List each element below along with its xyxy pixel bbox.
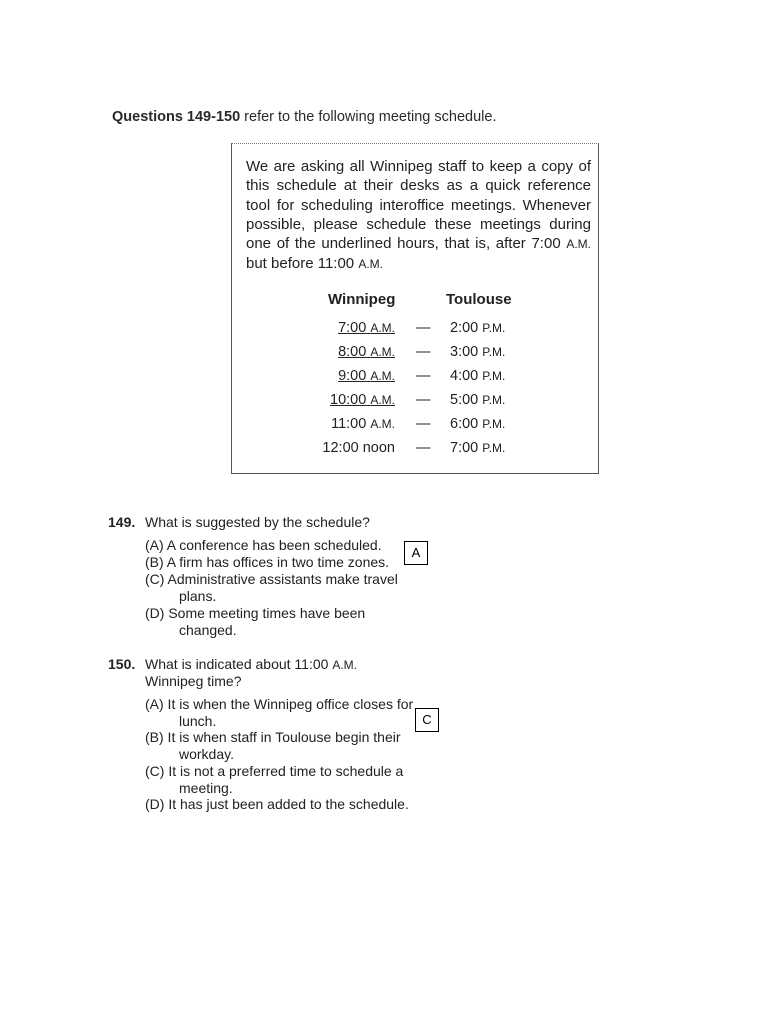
schedule-row: [232, 392, 600, 412]
notice-text-part: We are asking all Winnipeg staff to keep a copy of this schedule at their desks as a quick reference tool for scheduling interoffice meetings. Whenever possible, please schedule these meetings during one of the underlined hours, that is, after 7:00: [246, 158, 591, 253]
option-c[interactable]: (C) It is not a preferred time to schedule a meeting.: [145, 763, 404, 796]
schedule-row: [232, 368, 600, 388]
option-a[interactable]: (A) A conference has been scheduled.: [145, 537, 382, 553]
row-dash: —: [416, 368, 431, 384]
option-c[interactable]: (C) Administrative assistants make travel plans.: [145, 571, 398, 604]
question-text-cont: Winnipeg time?: [145, 673, 242, 689]
question-text: What is suggested by the schedule?: [145, 514, 370, 530]
schedule-row: [232, 320, 600, 340]
toulouse-time: 4:00 P.M.: [450, 368, 506, 384]
option-d[interactable]: (D) Some meeting times have been changed.: [145, 605, 366, 638]
schedule-row: [232, 344, 600, 364]
toulouse-time: 6:00 P.M.: [450, 416, 506, 432]
answer-box-150: C: [415, 708, 439, 732]
toulouse-time: 7:00 P.M.: [450, 440, 506, 456]
questions-header: [112, 109, 496, 125]
meeting-schedule-notice: [231, 143, 599, 474]
question-text: What is indicated about 11:00 A.M.: [145, 656, 357, 672]
winnipeg-time: 9:00 A.M.: [338, 368, 395, 384]
winnipeg-time: 10:00 A.M.: [330, 392, 395, 408]
toulouse-time: 3:00 P.M.: [450, 344, 506, 360]
question-number: 150.: [108, 656, 136, 672]
notice-text-part: but before 11:00: [246, 255, 359, 273]
row-dash: —: [416, 440, 431, 456]
question-number: 149.: [108, 514, 136, 530]
row-dash: —: [416, 344, 431, 360]
am-label: A.M.: [566, 237, 591, 252]
column-header-winnipeg: Winnipeg: [328, 291, 396, 308]
schedule-row: [232, 416, 600, 436]
am-label: A.M.: [358, 257, 383, 272]
option-b[interactable]: (B) It is when staff in Toulouse begin their workday.: [145, 729, 401, 762]
toulouse-time: 2:00 P.M.: [450, 320, 506, 336]
questions-intro: refer to the following meeting schedule.: [240, 109, 497, 125]
winnipeg-time: 11:00 A.M.: [331, 416, 395, 432]
schedule-row: [232, 440, 600, 460]
notice-paragraph: [246, 157, 591, 275]
answer-box-149: A: [404, 541, 428, 565]
option-a[interactable]: (A) It is when the Winnipeg office closes for lunch.: [145, 696, 414, 729]
toulouse-time: 5:00 P.M.: [450, 392, 506, 408]
row-dash: —: [416, 392, 431, 408]
option-b[interactable]: (B) A firm has offices in two time zones.: [145, 554, 390, 570]
row-dash: —: [416, 416, 431, 432]
winnipeg-time: 8:00 A.M.: [338, 344, 395, 360]
option-d[interactable]: (D) It has just been added to the schedule.: [145, 796, 409, 812]
winnipeg-time: 12:00 noon: [322, 440, 395, 456]
column-header-toulouse: Toulouse: [446, 291, 512, 308]
row-dash: —: [416, 320, 431, 336]
questions-range: Questions 149-150: [112, 109, 241, 125]
winnipeg-time: 7:00 A.M.: [338, 320, 395, 336]
